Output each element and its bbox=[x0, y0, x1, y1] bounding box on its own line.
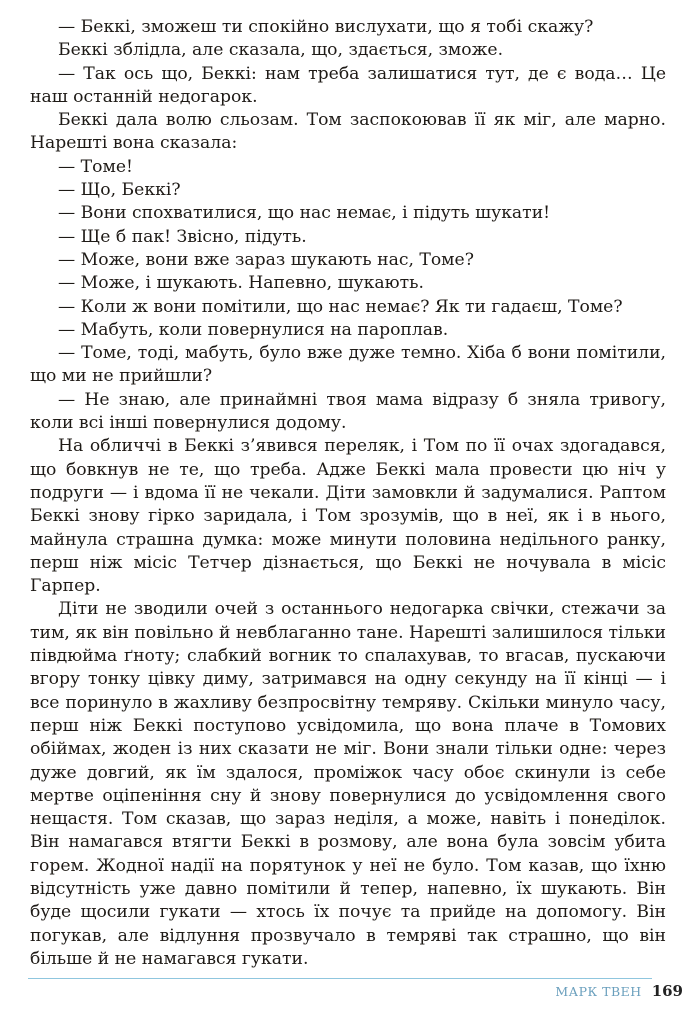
paragraph-7: — Вони спохватилися, що нас немає, і підуть шукати! bbox=[58, 203, 551, 224]
paragraph-9: — Може, вони вже зараз шукають нас, Томе? bbox=[58, 249, 474, 270]
paragraph-11: — Коли ж вони помітили, що нас немає? Як ти гадаєш, Томе? bbox=[58, 296, 623, 317]
paragraph-5: — Томе! bbox=[58, 156, 133, 177]
footer-divider bbox=[28, 978, 652, 979]
paragraph-12: — Мабуть, коли повернулися на пароплав. bbox=[58, 319, 449, 340]
paragraph-14: — Не знаю, але принаймні твоя мама відразу б зняла тривогу, коли всі інші повернулися додому. bbox=[30, 389, 666, 434]
paragraph-16: Діти не зводили очей з останнього недогарка свічки, стежачи за тим, як він повільно й невблаганно тане. Нарешті залишилося тільки півдюйма ґноту; слабкий вогник то спалахував, то вгасав, пускаючи вгору тонку цівку диму, затримався на одну секунду на її кінці — і все поринуло в жахливу безпросвітну темряву. Скільки минуло часу, перш ніж Беккі поступово усвідомила, що вона плаче в Томових обіймах, жоден із них сказати не міг. Вони знали тільки одне: через дуже довгий, як їм здалося, проміжок часу обоє скинули із себе мертве оціпеніння сну й знову повернулися до усвідомлення свого нещастя. Том сказав, що зараз неділя, а може, навіть і понеділок. Він намагався втягти Беккі в розмову, але вона була зовсім убита горем. Жодної надії на порятунок у неї не було. Том казав, що їхню відсутність уже давно помітили й тепер, напевно, їх шукають. Він буде щосили гукати — хтось їх почує та прийде на допомогу. Він погукав, але відлуння прозвучало в темряві так страшно, що він більше й не намагався гукати. bbox=[30, 599, 666, 969]
paragraph-2: Беккі зблідла, але сказала, що, здається, зможе. bbox=[58, 40, 504, 61]
paragraph-8: — Ще б пак! Звісно, підуть. bbox=[58, 226, 307, 247]
book-page-text bbox=[30, 16, 666, 971]
running-footer-author: МАРК ТВЕН bbox=[555, 984, 642, 999]
page-number: 169 bbox=[651, 982, 683, 1000]
page-footer bbox=[555, 982, 683, 1000]
paragraph-10: — Може, і шукають. Напевно, шукають. bbox=[58, 273, 424, 294]
paragraph-1: — Беккі, зможеш ти спокійно вислухати, що я тобі скажу? bbox=[58, 17, 594, 37]
paragraph-15: На обличчі в Беккі з’явився переляк, і Том по її очах здогадався, що бовкнув не те, що треба. Адже Беккі мала провести цю ніч у подруги — і вдома її не чекали. Діти замовкли й задумалися. Раптом Беккі знову гірко заридала, і Том зрозумів, що в неї, як і в нього, майнула страшна думка: може минути половина недільного ранку, перш ніж місіс Тетчер дізнається, що Беккі не ночувала в місіс Гарпер. bbox=[30, 436, 666, 597]
paragraph-6: — Що, Беккі? bbox=[58, 180, 181, 201]
paragraph-13: — Томе, тоді, мабуть, було вже дуже темно. Хіба б вони помітили, що ми не прийшли? bbox=[30, 343, 666, 387]
paragraph-4: Беккі дала волю сльозам. Том заспокоював її як міг, але марно. Нарешті вона сказала: bbox=[30, 110, 666, 154]
paragraph-3: — Так ось що, Беккі: нам треба залишатися тут, де є вода… Це наш останній недогарок. bbox=[30, 63, 666, 107]
